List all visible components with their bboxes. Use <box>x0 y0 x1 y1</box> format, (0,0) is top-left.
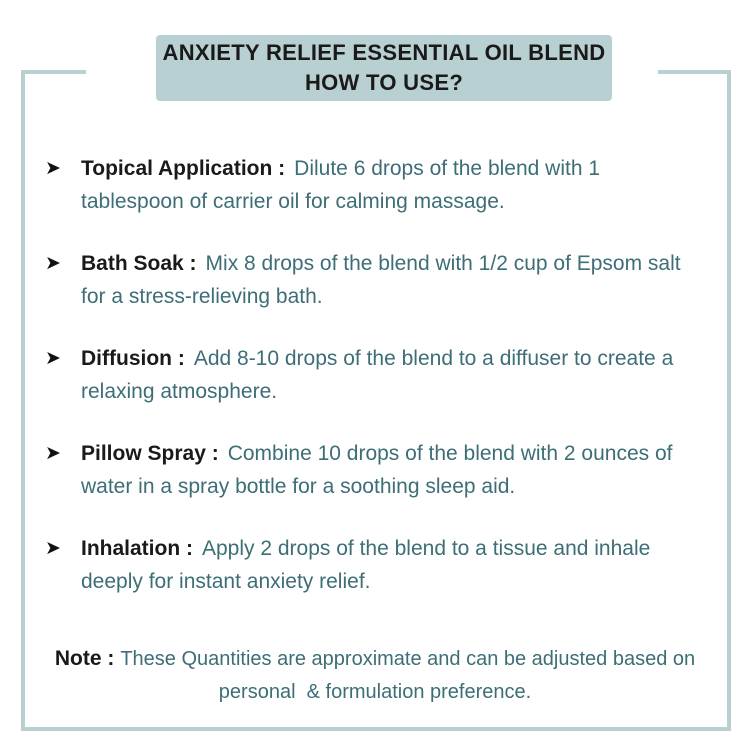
item-label: Bath Soak : <box>81 252 197 275</box>
list-item-topical-application <box>45 152 713 218</box>
list-item-text <box>81 437 673 503</box>
arrowhead-icon: ➤ <box>45 158 61 179</box>
item-description-line2: tablespoon of carrier oil for calming massage. <box>81 190 505 213</box>
list-item-line1 <box>81 532 650 565</box>
arrowhead-icon: ➤ <box>45 443 61 464</box>
list-item-bath-soak <box>45 247 713 313</box>
note-text: These Quantities are approximate and can be adjusted based on <box>120 648 696 670</box>
note-label: Note : <box>54 647 115 670</box>
list-item-text <box>81 342 673 408</box>
list-item-text <box>81 152 600 218</box>
page-title-line2: HOW TO USE? <box>304 70 464 95</box>
note-section <box>42 642 708 709</box>
item-label: Inhalation : <box>81 537 193 560</box>
item-description: Add 8-10 drops of the blend to a diffuser to create a <box>193 347 674 370</box>
arrowhead-icon: ➤ <box>45 253 61 274</box>
usage-list <box>45 152 713 627</box>
item-description: Mix 8 drops of the blend with 1/2 cup of Epsom salt <box>205 252 681 275</box>
item-label: Pillow Spray : <box>81 442 219 465</box>
page-title-line1: ANXIETY RELIEF ESSENTIAL OIL BLEND <box>162 40 606 65</box>
list-item-line1 <box>81 437 673 470</box>
item-description: Apply 2 drops of the blend to a tissue and inhale <box>202 537 651 560</box>
item-label: Diffusion : <box>81 347 185 370</box>
item-description: Dilute 6 drops of the blend with 1 <box>294 157 601 180</box>
item-description: Combine 10 drops of the blend with 2 ounces of <box>227 442 673 465</box>
list-item-line1 <box>81 247 681 280</box>
item-description-line2: water in a spray bottle for a soothing sleep aid. <box>81 475 516 498</box>
note-line2: personal & formulation preference. <box>218 681 532 703</box>
note-line1 <box>42 642 708 676</box>
arrowhead-icon: ➤ <box>45 538 61 559</box>
arrowhead-icon: ➤ <box>45 348 61 369</box>
list-item-line1 <box>81 342 673 375</box>
header-banner <box>156 35 612 101</box>
item-description-line2: deeply for instant anxiety relief. <box>81 570 371 593</box>
list-item-text <box>81 532 650 598</box>
item-label: Topical Application : <box>81 157 286 180</box>
item-description-line2: for a stress-relieving bath. <box>81 285 323 308</box>
list-item-pillow-spray <box>45 437 713 503</box>
list-item-line1 <box>81 152 600 185</box>
list-item-text <box>81 247 681 313</box>
item-description-line2: relaxing atmosphere. <box>81 380 278 403</box>
list-item-inhalation <box>45 532 713 598</box>
list-item-diffusion <box>45 342 713 408</box>
